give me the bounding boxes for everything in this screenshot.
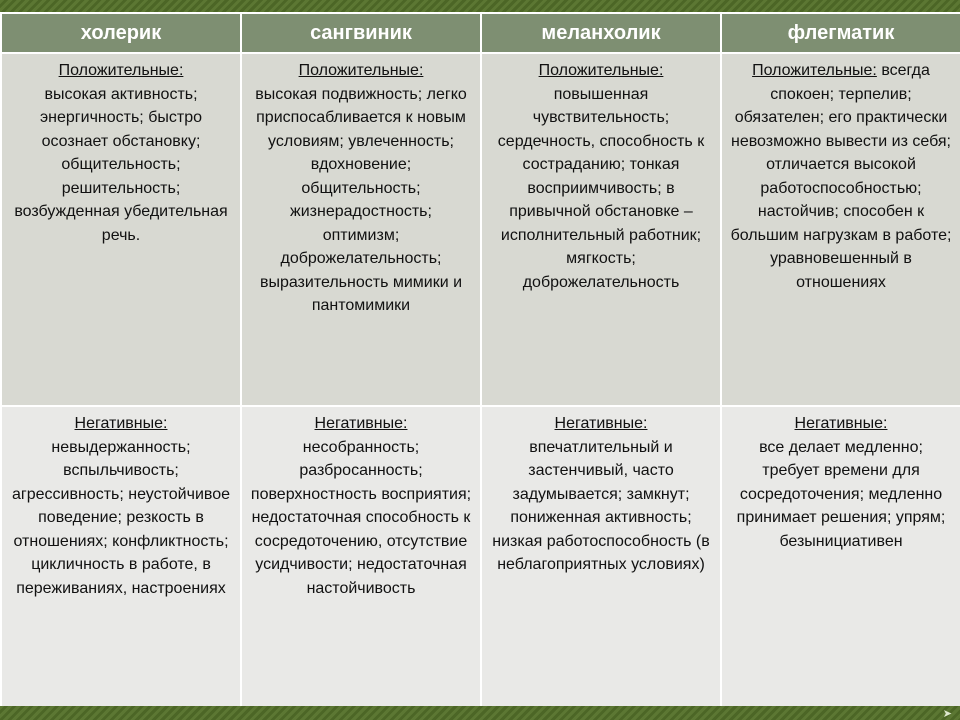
table-cell xyxy=(241,406,481,711)
header-phlegmatic: флегматик xyxy=(721,13,960,53)
negative-traits-row xyxy=(1,406,960,711)
cell-text: невыдержанность; вспыльчивость; агрессивность; неустойчивое поведение; резкость в отношениях; конфликтность; цикличность в работе, в переживаниях, настроениях xyxy=(11,438,230,597)
table-cell xyxy=(1,53,241,406)
cell-text: впечатлительный и застенчивый, часто задумывается; замкнут; пониженная активность; низкая работоспособность (в неблагоприятных условиях) xyxy=(492,438,710,573)
negative-label: Негативные: xyxy=(554,415,648,432)
positive-label: Положительные: xyxy=(752,62,877,79)
negative-label: Негативные: xyxy=(314,415,408,432)
cell-text: высокая подвижность; легко приспосабливается к новым условиям; увлеченность; вдохновение; общительность; жизнерадостность; оптимизм; доброжелательность; выразительность мимики и пантомимики xyxy=(255,85,467,314)
positive-label: Положительные: xyxy=(538,62,664,79)
top-decorative-bar xyxy=(0,0,960,12)
header-melancholic: меланхолик xyxy=(481,13,721,53)
bottom-decorative-bar xyxy=(0,706,960,720)
temperament-table xyxy=(0,12,960,712)
cell-text: повышенная чувствительность; сердечность, способность к состраданию; тонкая восприимчивость; в привычной обстановке – исполнительный работник; мягкость; доброжелательность xyxy=(497,85,705,291)
cell-text: высокая активность; энергичность; быстро осознает обстановку; общительность; решительность; возбужденная убедительная речь. xyxy=(14,85,228,244)
cell-text: все делает медленно; требует времени для сосредоточения; медленно принимает решения; упрям; безынициативен xyxy=(736,438,946,550)
table-cell xyxy=(481,406,721,711)
table-cell xyxy=(1,406,241,711)
header-sanguine: сангвиник xyxy=(241,13,481,53)
table-cell xyxy=(481,53,721,406)
table-cell xyxy=(721,53,960,406)
negative-label: Негативные: xyxy=(74,415,168,432)
positive-traits-row xyxy=(1,53,960,406)
cell-text: несобранность; разбросанность; поверхностность восприятия; недостаточная способность к сосредоточению, отсутствие усидчивости; недостаточная настойчивость xyxy=(250,438,472,597)
header-choleric: холерик xyxy=(1,13,241,53)
table-cell xyxy=(721,406,960,711)
table-header-row xyxy=(1,13,960,53)
arrow-icon[interactable]: ➤ xyxy=(942,707,952,720)
positive-label: Положительные: xyxy=(298,62,424,79)
table-cell xyxy=(241,53,481,406)
cell-text: всегда спокоен; терпелив; обязателен; его практически невозможно вывести из себя; отличается высокой работоспособностью; настойчив; способен к большим нагрузкам в работе; уравновешенный в отношениях xyxy=(730,62,952,291)
positive-label: Положительные: xyxy=(58,62,184,79)
negative-label: Негативные: xyxy=(794,415,888,432)
